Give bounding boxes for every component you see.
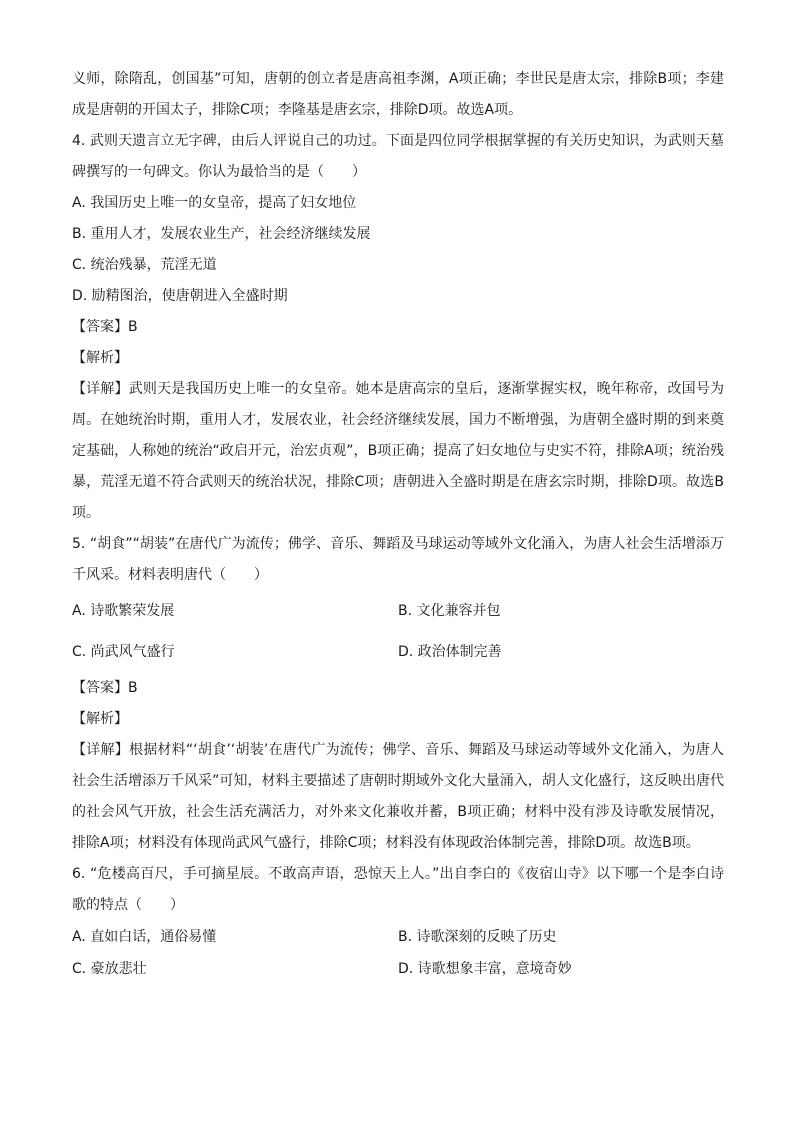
- question-5-options-row-1: [72, 591, 724, 632]
- question-4-answer: 【答案】B: [72, 319, 138, 335]
- question-5-option-b: B. 文化兼容并包: [398, 603, 501, 619]
- question-6-options-row-2: [72, 953, 724, 985]
- question-6-option-c: C. 豪放悲壮: [72, 960, 147, 977]
- question-5-detail: 【详解】根据材料“‘胡食’‘胡装’在唐代广为流传；佛学、音乐、舞蹈及马球运动等域外文化涌入，为唐人社会生活增添万千风采”可知，材料主要描述了唐朝时期域外文化大量涌入，胡人文化盛行，这反映出唐代的社会风气开放，社会生活充满活力，对外来文化兼收并蓄，B项正确；材料中没有涉及诗歌发展情况，排除A项；材料没有体现尚武风气盛行，排除C项；材料没有体现政治体制完善，排除D项。故选B项。: [72, 742, 724, 851]
- question-6-option-b: B. 诗歌深刻的反映了历史: [398, 928, 557, 945]
- question-4-option-d: D. 励精图治，使唐朝进入全盛时期: [72, 288, 288, 304]
- question-4-detail: 【详解】武则天是我国历史上唯一的女皇帝。她本是唐高宗的皇后，逐渐掌握实权，晚年称帝，改国号为周。在她统治时期，重用人才，发展农业，社会经济继续发展，国力不断增强，为唐朝全盛时期的到来奠定基础，人称她的统治“政启开元，治宏贞观”，B项正确；提高了妇女地位与史实不符，排除A项；统治残暴，荒淫无道不符合武则天的统治状况，排除C项；唐朝进入全盛时期是在唐玄宗时期，排除D项。故选B项。: [72, 381, 724, 521]
- question-4: [72, 126, 724, 529]
- question-6-options-row-1: [72, 921, 724, 953]
- question-5-answer: 【答案】B: [72, 680, 138, 696]
- question-6-stem: 6. “危楼高百尺，手可摘星辰。不敢高声语，恐惊天上人。”出自李白的《夜宿山寺》以下哪一个是李白诗歌的特点（ ）: [72, 866, 724, 913]
- question-4-option-a: A. 我国历史上唯一的女皇帝，提高了妇女地位: [72, 195, 357, 211]
- document-page: [72, 64, 724, 985]
- question-5-stem: 5. “胡食”“胡装”在唐代广为流传；佛学、音乐、舞蹈及马球运动等域外文化涌入，为唐人社会生活增添万千风采。材料表明唐代（ ）: [72, 536, 724, 583]
- question-5-option-c: C. 尚武风气盛行: [72, 644, 175, 660]
- question-5-options-row-2: [72, 632, 724, 673]
- previous-question-analysis-tail: 义师，除隋乱，创国基”可知，唐朝的创立者是唐高祖李渊，A项正确；李世民是唐太宗，排除B项；李建成是唐朝的开国太子，排除C项；李隆基是唐玄宗，排除D项。故选A项。: [72, 71, 724, 118]
- question-4-stem: 4. 武则天遗言立无字碑，由后人评说自己的功过。下面是四位同学根据掌握的有关历史知识，为武则天墓碑撰写的一句碑文。你认为最恰当的是（ ）: [72, 133, 724, 180]
- question-4-option-b: B. 重用人才，发展农业生产，社会经济继续发展: [72, 226, 371, 242]
- question-5-option-a: A. 诗歌繁荣发展: [72, 603, 175, 619]
- question-4-analysis-label: 【解析】: [72, 350, 128, 366]
- question-6-option-d: D. 诗歌想象丰富，意境奇妙: [398, 960, 572, 977]
- question-5-option-d: D. 政治体制完善: [398, 644, 502, 660]
- question-4-option-c: C. 统治残暴，荒淫无道: [72, 257, 217, 273]
- question-5-analysis-label: 【解析】: [72, 711, 128, 727]
- question-6: [72, 859, 724, 985]
- question-6-option-a: A. 直如白话，通俗易懂: [72, 928, 217, 945]
- question-5: [72, 529, 724, 859]
